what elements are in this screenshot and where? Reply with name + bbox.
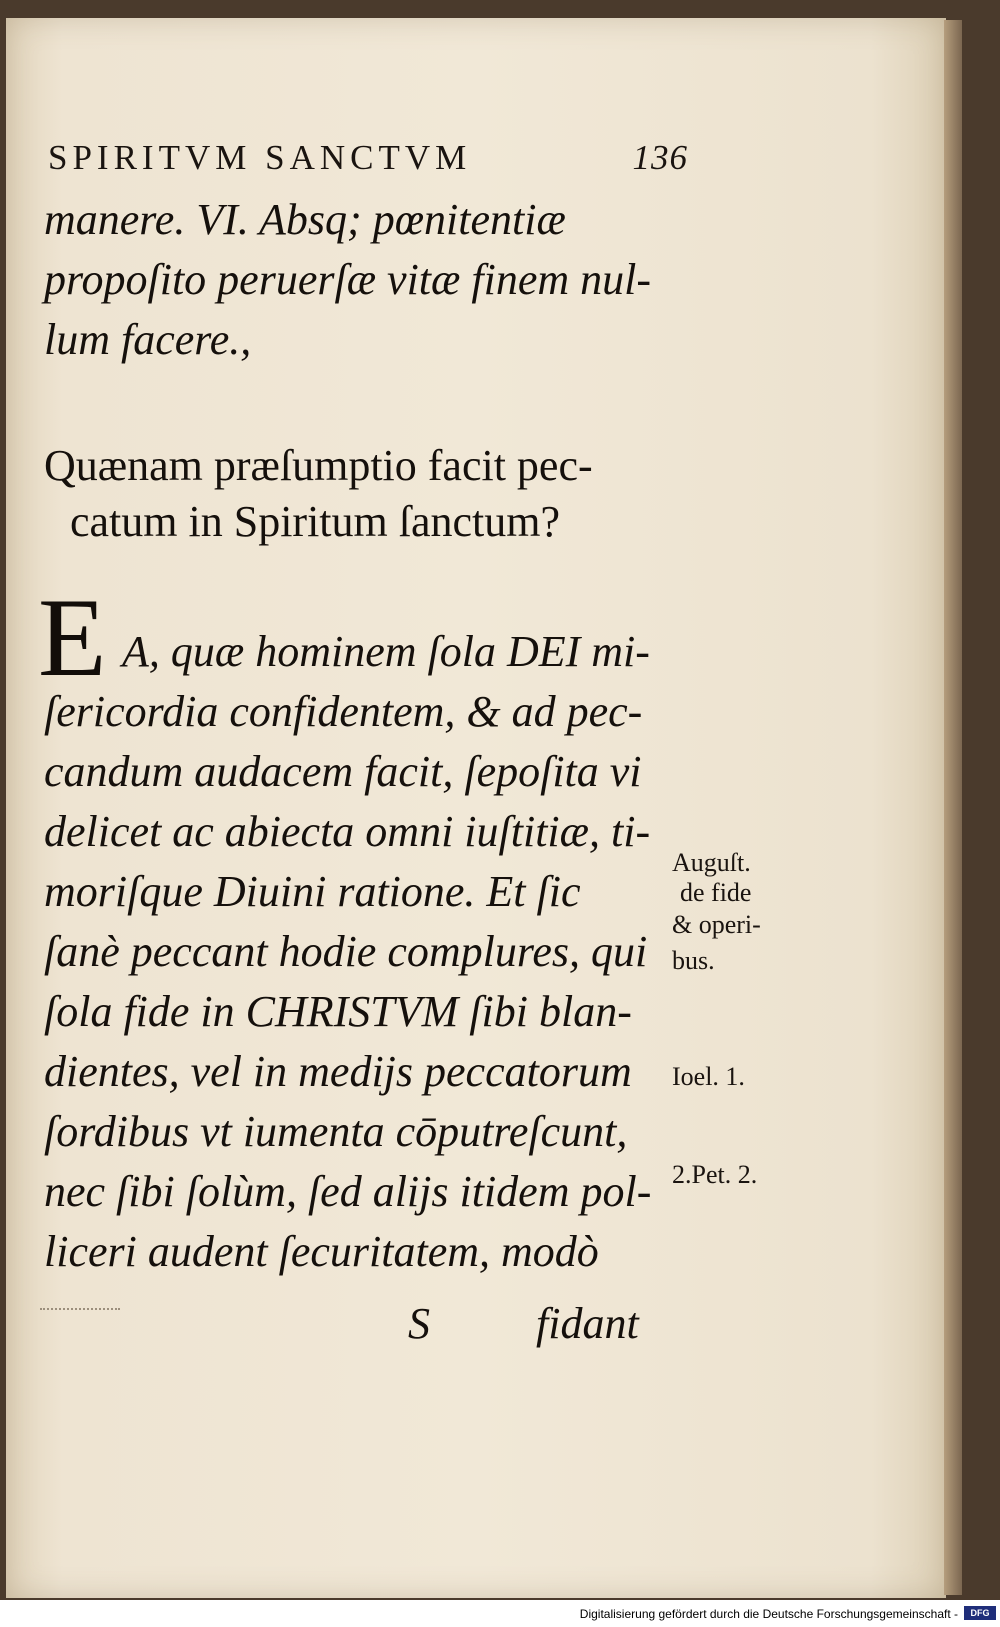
question-heading bbox=[44, 438, 684, 550]
page-number: 136 bbox=[632, 138, 688, 177]
signature-mark: S bbox=[408, 1299, 430, 1348]
text-line: delicet ac abiecta omni iuſtitiæ, ti- bbox=[44, 807, 651, 856]
margin-note-line: Auguſt. bbox=[672, 848, 751, 877]
margin-note-line: 2.Pet. 2. bbox=[672, 1160, 758, 1189]
text-line: ſola fide in CHRISTVM ſibi blan- bbox=[44, 987, 632, 1036]
text-line: lum facere., bbox=[44, 315, 252, 364]
text-line: ſanè peccant hodie complures, qui bbox=[44, 927, 648, 976]
page-edge bbox=[944, 20, 962, 1595]
running-head-title: SPIRITVM SANCTVM bbox=[48, 138, 472, 177]
text-line: candum audacem facit, ſepoſita vi bbox=[44, 747, 642, 796]
digitization-footer bbox=[0, 1600, 1000, 1627]
drop-cap: E bbox=[38, 576, 107, 700]
margin-note-line: bus. bbox=[672, 946, 715, 975]
margin-note-line: Ioel. 1. bbox=[672, 1062, 745, 1091]
text-line: nec ſibi ſolùm, ſed alijs itidem pol- bbox=[44, 1167, 652, 1216]
funding-credit: Digitalisierung gefördert durch die Deutsche Forschungsgemeinschaft - bbox=[579, 1607, 958, 1621]
page-foot bbox=[0, 1298, 680, 1358]
main-text-block bbox=[44, 622, 684, 1282]
text-line: ſericordia confidentem, & ad pec- bbox=[44, 687, 643, 736]
margin-note-line: & operi- bbox=[672, 910, 761, 939]
text-line: ſordibus vt iumenta cōputreſcunt, bbox=[44, 1107, 628, 1156]
question-line: Quænam præſumptio facit pec- bbox=[44, 441, 593, 490]
top-text-block bbox=[44, 190, 684, 370]
text-line: propoſito peruerſæ vitæ finem nul- bbox=[44, 255, 651, 304]
dfg-logo-icon: DFG bbox=[964, 1606, 996, 1620]
text-line: manere. VI. Absq; pœnitentiæ bbox=[44, 195, 566, 244]
margin-note-line: de fide bbox=[680, 878, 752, 907]
text-line: dientes, vel in medijs peccatorum bbox=[44, 1047, 632, 1096]
question-line: catum in Spiritum ſanctum? bbox=[70, 497, 561, 546]
text-line: A, quæ hominem ſola DEI mi- bbox=[122, 627, 650, 676]
text-line: moriſque Diuini ratione. Et ſic bbox=[44, 867, 581, 916]
text-line: liceri audent ſecuritatem, modò bbox=[44, 1227, 599, 1276]
catchword: fidant bbox=[536, 1299, 639, 1348]
